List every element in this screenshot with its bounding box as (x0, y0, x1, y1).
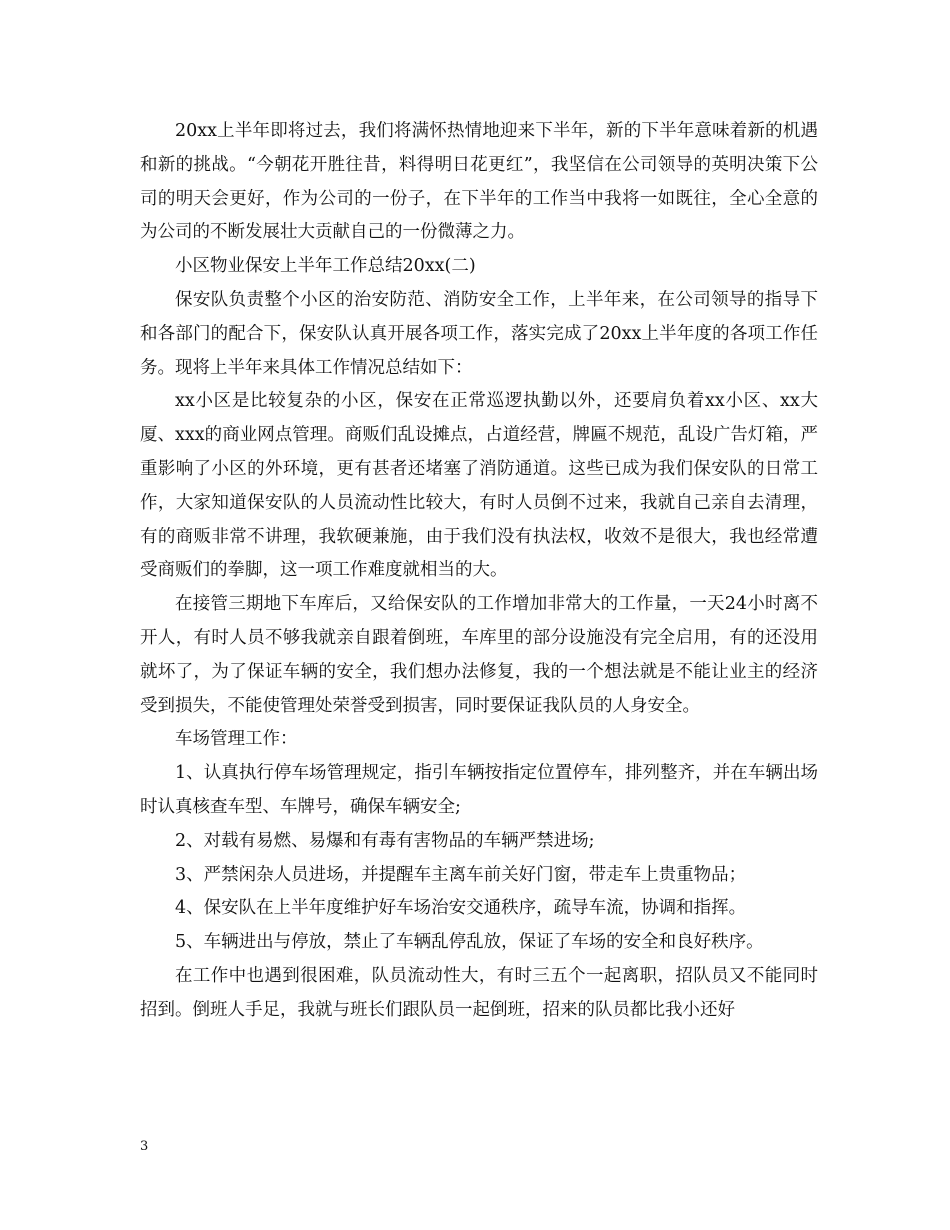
section-heading: 小区物业保安上半年工作总结20xx(二) (175, 256, 476, 277)
list-item-4: 4、保安队在上半年度维护好车场治安交通秩序，疏导车流，协调和指挥。 (175, 898, 747, 919)
list-item-1: 1、认真执行停车场管理规定，指引车辆按指定位置停车，排列整齐，并在车辆出场时认真核查车型、车牌号，确保车辆安全; (140, 763, 818, 817)
subheading-parking-management: 车场管理工作： (175, 729, 298, 750)
list-item-2: 2、对载有易燃、易爆和有毒有害物品的车辆严禁进场; (175, 830, 595, 851)
paragraph-difficulties: 在工作中也遇到很困难，队员流动性大，有时三五个一起离职，招队员又不能同时招到。倒班人手足，我就与班长们跟队员一起倒班，招来的队员都比我小还好 (140, 965, 818, 1020)
paragraph-overview: 保安队负责整个小区的治安防范、消防安全工作，上半年来，在公司领导的指导下和各部门的配合下，保安队认真开展各项工作，落实完成了20xx上半年度的各项工作任务。现将上半年来具体工作情况总结如下： (140, 289, 818, 378)
document-body (140, 115, 818, 1028)
paragraph-community-management: xx小区是比较复杂的小区，保安在正常巡逻执勤以外，还要肩负着xx小区、xx大厦、xxx的商业网点管理。商贩们乱设摊点，占道经营，牌匾不规范，乱设广告灯箱，严重影响了小区的外环境，更有甚者还堵塞了消防通道。这些已成为我们保安队的日常工作，大家知道保安队的人员流动性比较大，有时人员倒不过来，我就自己亲自去清理，有的商贩非常不讲理，我软硬兼施，由于我们没有执法权，收效不是很大，我也经常遭受商贩们的拳脚，这一项工作难度就相当的大。 (140, 391, 818, 581)
paragraph-garage-takeover: 在接管三期地下车库后，又给保安队的工作增加非常大的工作量，一天24小时离不开人，有时人员不够我就亲自跟着倒班，车库里的部分设施没有完全启用，有的还没用就坏了，为了保证车辆的安全，我们想办法修复，我的一个想法就是不能让业主的经济受到损失，不能使管理处荣誉受到损害，同时要保证我队员的人身安全。 (140, 594, 818, 716)
list-item-3: 3、严禁闲杂人员进场，并提醒车主离车前关好门窗，带走车上贵重物品； (175, 864, 747, 885)
list-item-5: 5、车辆进出与停放，禁止了车辆乱停乱放，保证了车场的安全和良好秩序。 (175, 932, 764, 953)
paragraph-intro-closing: 20xx上半年即将过去，我们将满怀热情地迎来下半年，新的下半年意味着新的机遇和新的挑战。“今朝花开胜往昔，料得明日花更红”，我坚信在公司领导的英明决策下公司的明天会更好，作为公司的一份子，在下半年的工作当中我将一如既往，全心全意的为公司的不断发展壮大贡献自己的一份微薄之力。 (140, 121, 818, 243)
page-number: 3 (140, 1139, 149, 1154)
